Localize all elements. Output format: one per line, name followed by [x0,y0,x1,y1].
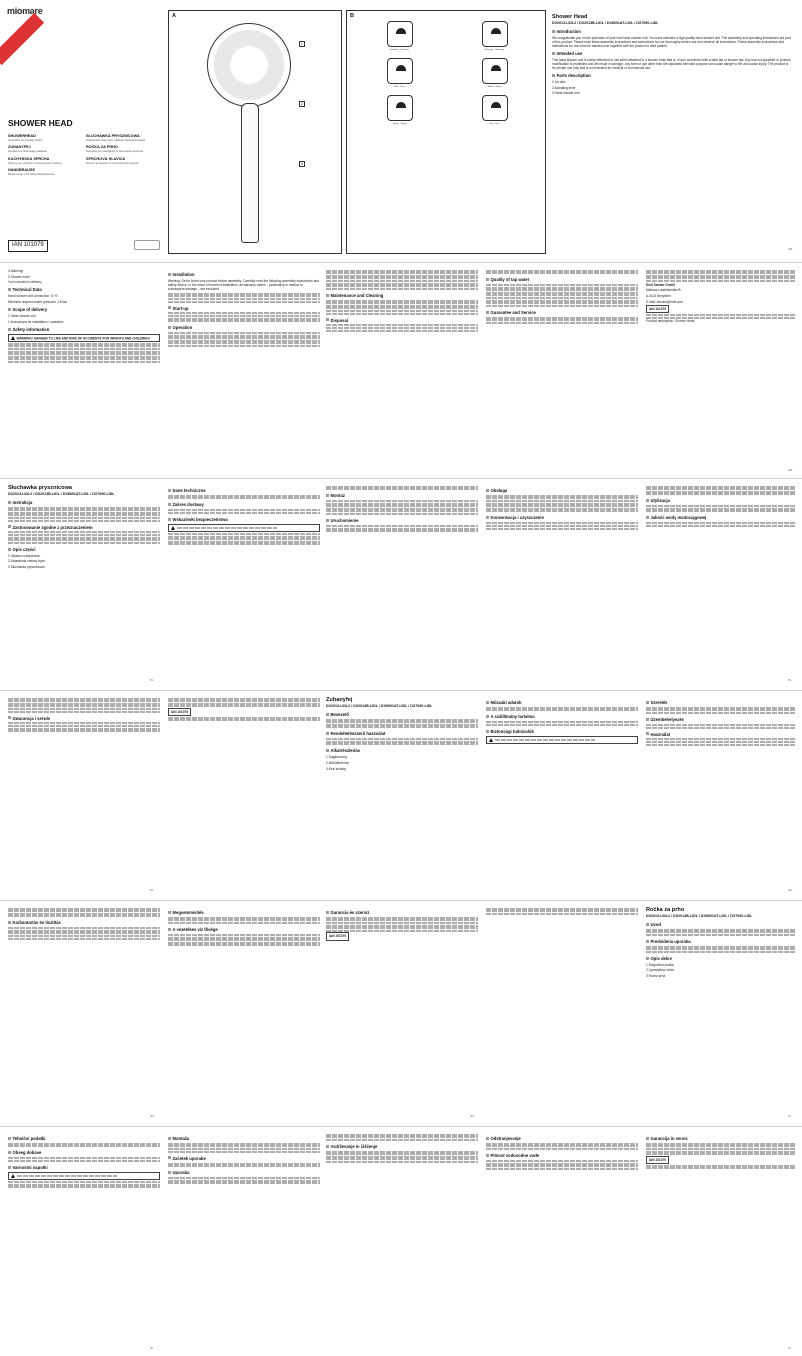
page-number: HU [788,888,793,892]
en-col-2: Installation Warning: Get to know your product before assembly. Carefully read the following assembly instructions and safety advice. In the event of incorrect installation, all warranty claims – particularly in relation to subsequent damage – are excluded. Start-up Operation [168,269,320,473]
si-col-6: Garancija in servis IAN 101079 [646,1133,796,1349]
spray-rain-icon [387,58,413,84]
si-col-2: Tehnični podatki Obseg dobave Varnostni napotki [8,1133,160,1349]
pl-col-3: Montaż Uruchomienie [326,485,478,685]
en-tech-heading: Technical Data [8,287,160,292]
en-col-3 [326,269,478,473]
spray-mixed-icon [482,58,508,84]
pl-col-7: IAN 101079 [168,697,320,895]
warning-icon [11,336,15,340]
en-part: 1 Jet disc [552,79,566,84]
warning-icon [11,1174,15,1178]
cover-ribbon [0,13,44,65]
hu-col-2: Műszaki adatok A szállítmány tartalma Biztonsági tudnivalók [486,697,638,895]
spray-fountain-icon [387,21,413,47]
page-number: SI [150,1346,153,1350]
en-title: Shower Head [552,14,588,20]
ian-number: IAN 101079 [8,240,48,252]
figure-a-label: A [172,13,176,19]
page-number: GB [788,468,793,472]
si-col-1: Ročka za prho DX2013-LIDL2 / DX2013B-LIDL / DX8001AT-LIDL / DX7090-LIDL Uvod Predvidena uporaba Opis delov 1 Razpršilna plošča 2 Upravljalna ročica 3 Ročna prha [646,907,796,1121]
page-number: SI [788,1114,791,1118]
page-number: SI [788,1346,791,1350]
en-use-heading: Intended use [552,51,792,56]
hu-col-1: Zuhanyfej DX2013-LIDL2 / DX2013B-LIDL / DX8001AT-LIDL / DX7090-LIDL Bevezető Rendeltetésszerű használat Alkatrészleírás 1 Sugárkorong 2 Működtető kar 3 Kézi zuhany [326,697,478,895]
brand-logo: miomare [7,6,43,16]
lang-entry: SPRCHOVÁ HLAVICA Návod na obsluhu a bezpečnostné pokyny [86,156,139,165]
pl-band-1 [0,478,802,690]
callout-3: 3 [299,161,305,167]
pl-safety-warning [168,524,320,533]
pl-col-6: Gwarancja i serwis [8,697,160,895]
cover-panel [2,2,164,258]
en-warranty-heading: Guarantee and Service [486,310,638,315]
si-col-3: Montaža Začetek uporabe Uporaba [168,1133,320,1349]
hu-col-5: Megsemmisítés A vezetékes víz fõsége [168,907,320,1121]
page-number: PL [150,888,154,892]
page-number: PL [150,678,154,682]
spray-mode: Spray · Spray [357,95,442,126]
hu-col-6: Garancia és szerviz IAN 101079 [326,907,478,1121]
product-title: SHOWER HEAD [8,118,73,128]
en-intro-column [552,14,792,254]
lang-entry: SŁUCHAWKA PRYSZNICOWA Wskazówki dotyczące obsługi i bezpieczeństwa [86,134,146,142]
en-disposal-heading: Disposal [326,318,478,323]
callout-2: 2 [299,101,305,107]
en-use-text: This hand shower unit is solely intended for use when attached to a shower hose that is, in turn connected with a bath tap or shower tap. Any use not specified or product modification is prohibited and will result in damage. Any form of use other than the stipulated intended purpose can cause danger to life and cause injury. The product is for private use only and is not intended for medical or commercial use. [552,57,791,70]
hu-col-3: Szerelés Üzembehelyezés Használat [646,697,796,895]
pl-col-4: Obsługa Konserwacja i czyszczenie [486,485,638,685]
lang-entry: ZUHANYFEJ Kezelési és biztonsági utalások [8,145,47,154]
en-part: 2 Actuating lever [552,85,576,90]
pl-col-5: Utylizacja Jakość wody wodociągowej [646,485,796,685]
spray-mode: Fontaine · Fountain [357,21,442,52]
spray-mode: Mixed · Mixed [452,58,537,89]
figure-a [168,10,342,254]
spray-modes [357,21,537,126]
en-intro-text: We congratulate you on the purchase of your new hand shower unit. You have selected a high quality hand shower unit. The assembly and operating instructions are part of this product. Please read these assembly instructions and instructions for use thoroughly before use and observe all instructions. These assembly instructions and instructions for use must be handed over together with the product to third parties. [552,35,791,48]
en-col-1: 4 Warning! 5 Shower hose* *not included in delivery Technical Data Hand shower unit connection: G ½" Minimum required water pressure: 1,5 bar Scope of delivery 1 Hand shower unit 1 Instructions for installation / operation Safety information WARNING! DANGER TO LIFE AND RISK OF ACCIDENTS FOR INFANTS AND CHILDREN! [8,269,160,473]
lang-entry: HANDBRAUSE Bedienungs- und Sicherheitshinweise [8,168,55,177]
spray-massage-icon [482,21,508,47]
spray-jet-icon [387,95,413,121]
page-number: HU [470,1114,475,1118]
en-ian-box: IAN 101079 [646,305,669,313]
en-startup-heading: Start-up [168,306,320,311]
en-part: 3 Hand shower unit [552,91,580,96]
en-intro-heading: Introduction [552,29,792,34]
si-col-5: Odstranjevanje Pitnost vodovodne vode [486,1133,638,1349]
en-parts-heading: Parts description [552,73,792,78]
en-operation-heading: Operation [168,325,320,330]
lang-entry: KUCHYŇSKÁ SPRCHA Pokyny pro obsluhu a bezpečnostní pokyny [8,156,62,165]
spray-mode: Pluie · Rain [357,58,442,89]
lang-entry: SHOWERHEAD Operation and Safety Notes [8,134,43,142]
warning-icon [171,526,175,530]
en-install-heading: Installation [168,272,320,277]
page-number: GB [788,247,793,251]
country-flags-icon [134,240,160,250]
en-scope-heading: Scope of delivery [8,307,160,312]
en-col-4 [486,269,638,473]
shower-handle-icon [241,103,259,243]
en-col-5: Emil Sanitar GmbH Mathias-Landelsteider-B. A-5101 Bergheim E-Mail: service@emil.com IAN 101079 Product description: Shower Head [646,269,796,473]
hu-col-4: Karbantartás és tisztítás [8,907,160,1121]
en-quality-heading: Quality of tap water [486,277,638,282]
spray-eco-icon [482,95,508,121]
spray-mode: Eco · Eco [452,95,537,126]
figure-b-label: B [350,13,354,19]
en-maint-heading: Maintenance and Cleaning [326,293,478,298]
callout-1: 1 [299,41,305,47]
hu-si-band [0,900,802,1126]
lang-entry: ROČKA ZA PRHO Navodila za upravljanje in varnostna opozorila [86,145,144,154]
page-number: HU [150,1114,155,1118]
spray-mode: Massage · Massage [452,21,537,52]
warning-icon [489,738,493,742]
figure-b [346,10,546,254]
pl-col-1: Słuchawka prysznicowa DX2013-LIDL2 / DX2013B-LIDL / DX8001AT-LIDL / DX7090-LIDL Instrukcja Zastosowanie zgodne z przeznaczeniem Opis części 1 Ultrasno natryskowa 2 Ustawienia zmiany trybu 3 Słuchawka prysznicowa [8,485,160,685]
language-list [8,134,158,177]
en-safety-warning: WARNING! DANGER TO LIFE AND RISK OF ACCIDENTS FOR INFANTS AND CHILDREN! [8,334,160,343]
en-safety-heading: Safety information [8,327,160,332]
shower-head-icon [207,23,291,107]
si-col-4: Vzdrževanje in čiščenje [326,1133,478,1349]
si-band [0,1126,802,1356]
en-band [0,262,802,478]
en-models: DX2013-LIDL2 / DX2013B-LIDL / DX8001AT-LIDL / DX7090-LIDL [552,21,659,26]
pl-col-2: Dane techniczne Zakres dostawy Wskazówki bezpieczeństwa [168,485,320,685]
hu-col-7 [486,907,638,1121]
page-number: PL [788,678,792,682]
cover-band [0,0,802,262]
pl-hu-band [0,690,802,900]
